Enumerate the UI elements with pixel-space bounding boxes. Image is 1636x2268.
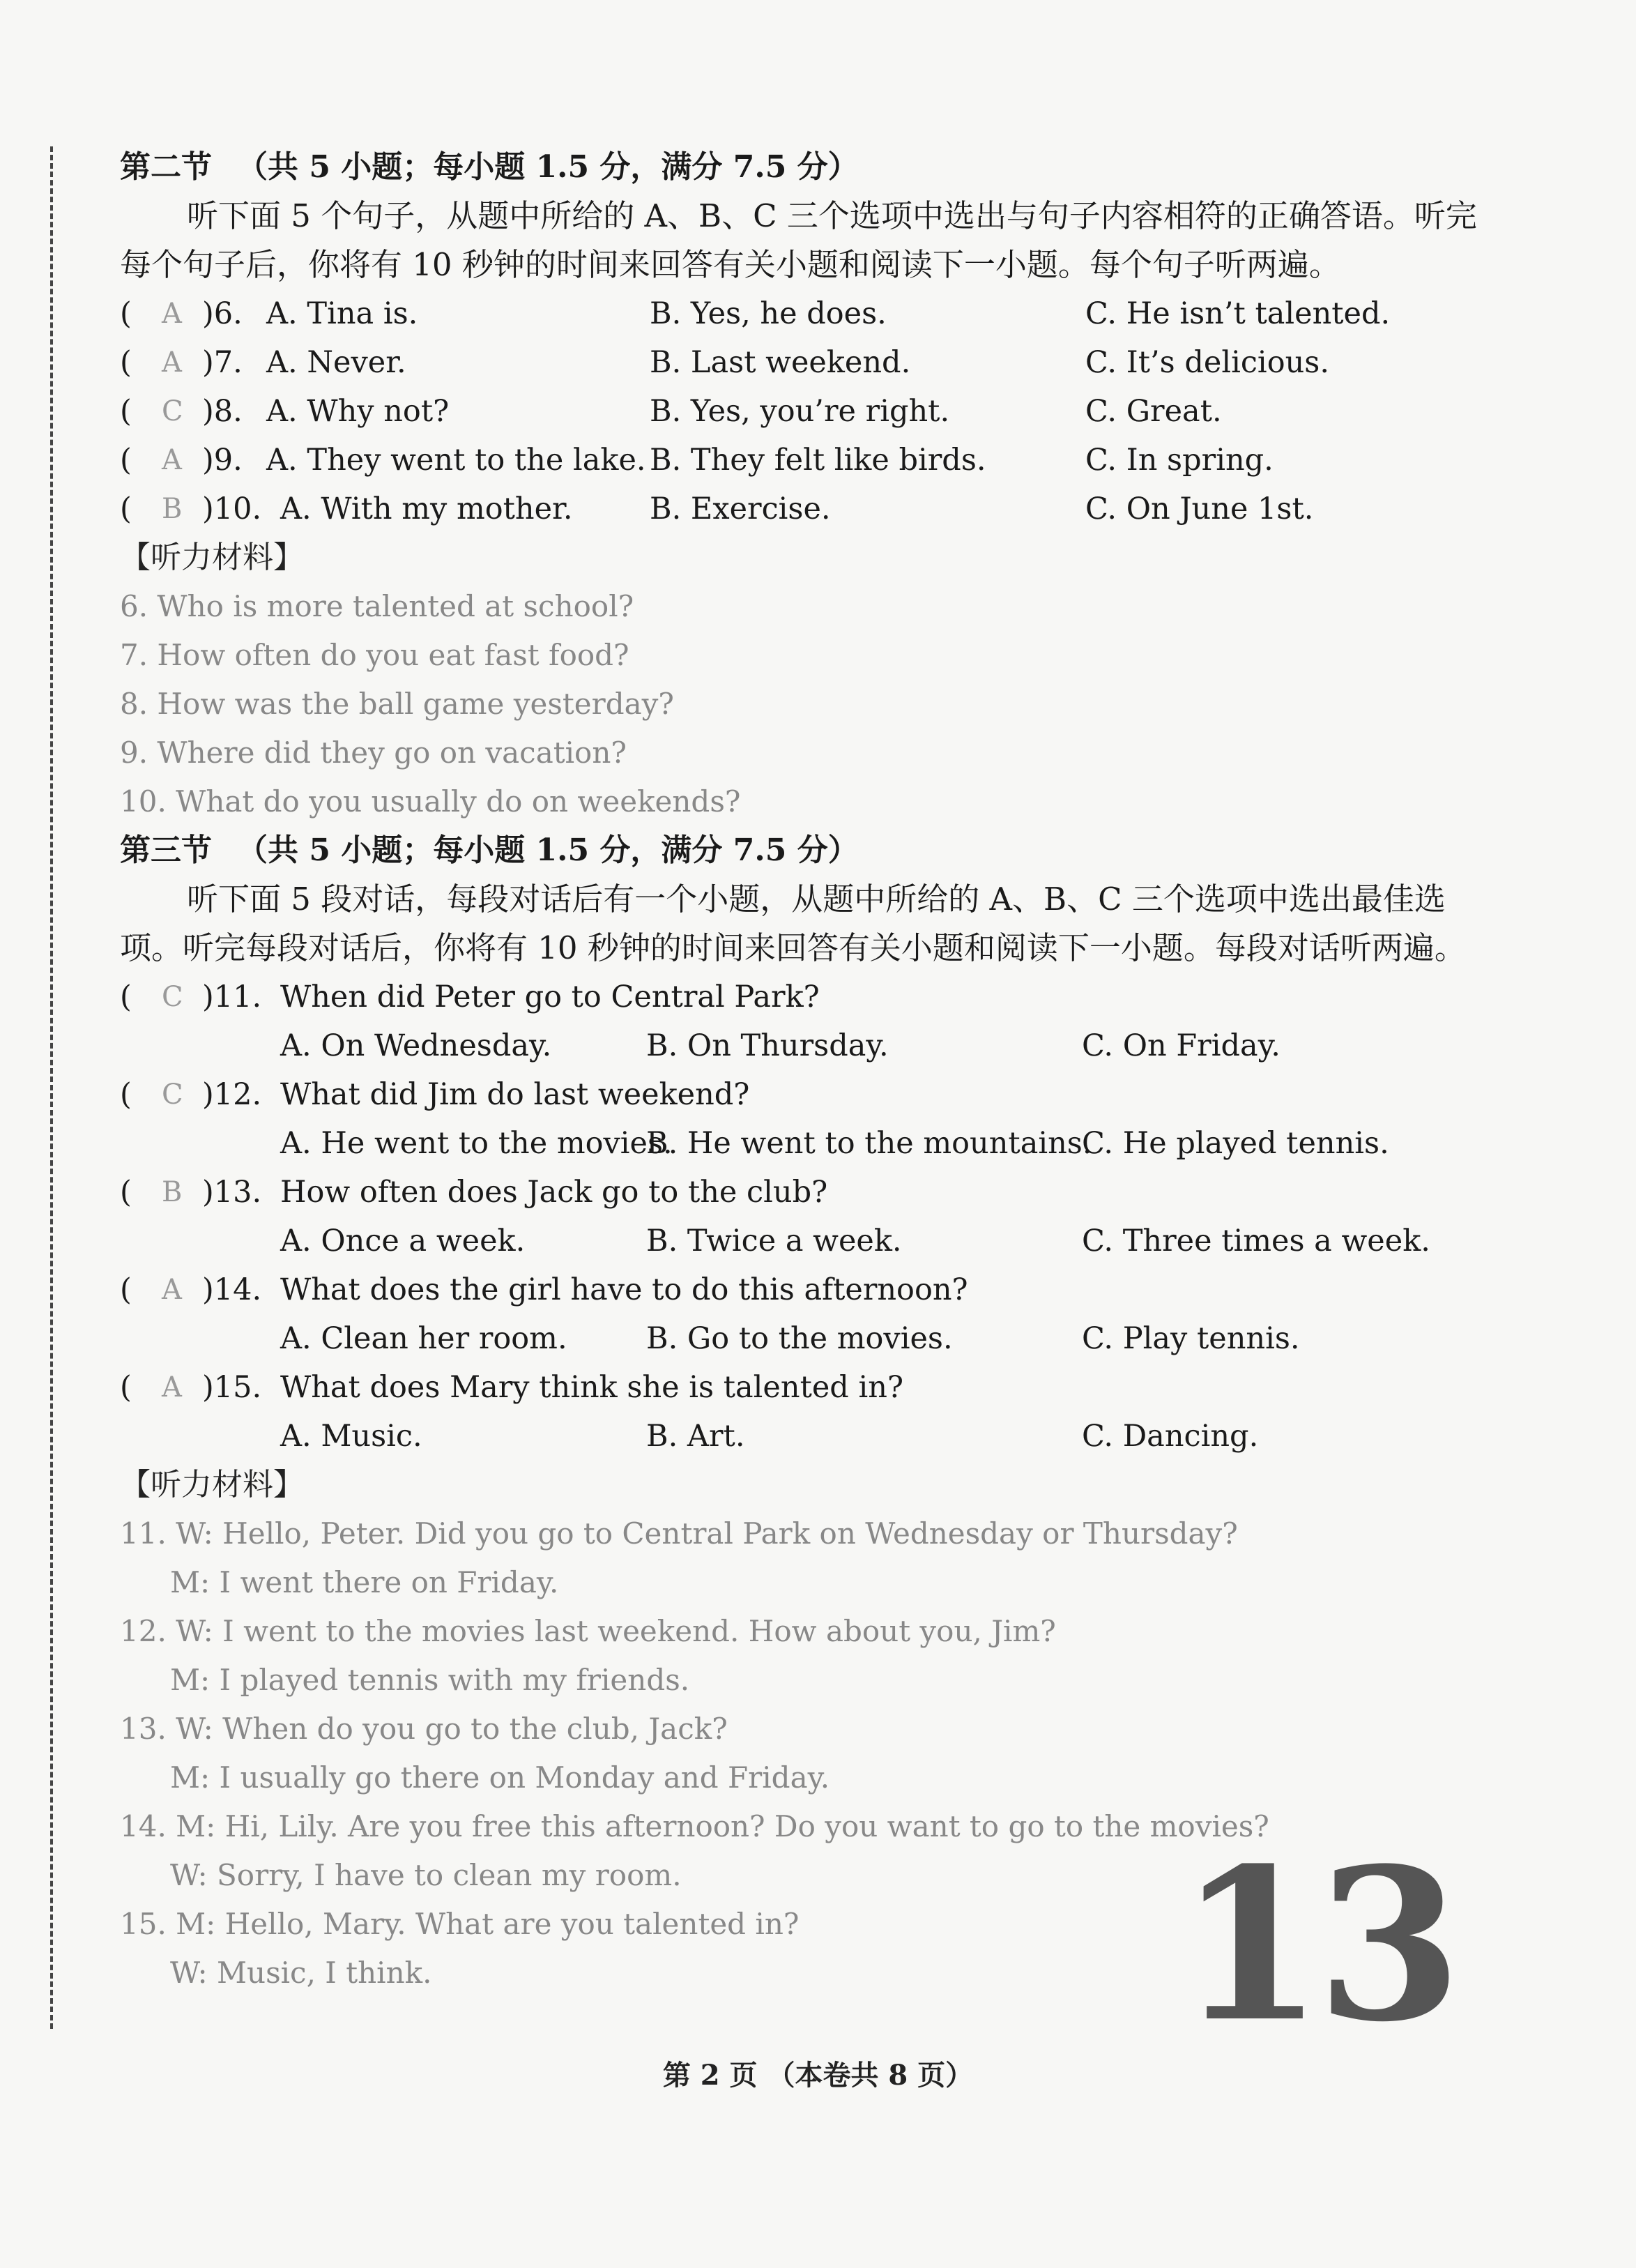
option-b: B. Art.	[646, 1419, 745, 1454]
section2-heading	[120, 143, 1486, 192]
answer-mark: A	[162, 444, 182, 476]
listening-material-title: 【听力材料】	[120, 540, 304, 575]
question-text: What does Mary think she is talented in?	[280, 1370, 903, 1405]
option-a: A. Never.	[266, 345, 406, 380]
option-c: C. Great.	[1085, 394, 1222, 429]
material-line: 6. Who is more talented at school?	[120, 589, 634, 623]
section2-detail: （共 5 小题；每小题 1.5 分，满分 7.5 分）	[237, 149, 859, 185]
material-line: 8. How was the ball game yesterday?	[120, 687, 674, 721]
dialogue-line: M: I usually go there on Monday and Friday.	[170, 1760, 830, 1795]
option-c: C. It’s delicious.	[1085, 345, 1330, 380]
option-a: A. With my mother.	[280, 492, 573, 526]
section3-instruction: 听下面 5 段对话，每段对话后有一个小题，从题中所给的 A、B、C 三个选项中选出最佳选项。听完每段对话后，你将有 10 秒钟的时间来回答有关小题和阅读下一小题。每段对话听两遍。	[120, 881, 1466, 966]
question-row: ( B )13. How often does Jack go to the club?	[120, 1168, 1486, 1217]
dialogue-line: 15. M: Hello, Mary. What are you talented in?	[120, 1907, 800, 1941]
option-b: B. He went to the mountains.	[646, 1126, 1092, 1161]
question-row: ( C )12. What did Jim do last weekend?	[120, 1070, 1486, 1119]
option-a: A. They went to the lake.	[266, 443, 646, 478]
dialogue-line: 13. W: When do you go to the club, Jack?	[120, 1712, 728, 1746]
question-row: ( A )7. A. Never. B. Last weekend. C. It’s delicious.	[120, 338, 1486, 387]
question-row: ( C )11. When did Peter go to Central Park?	[120, 973, 1486, 1021]
option-a: A. Music.	[280, 1419, 422, 1454]
answer-mark: A	[162, 298, 182, 330]
material-line: 10. What do you usually do on weekends?	[120, 784, 741, 819]
options-row	[120, 1412, 1486, 1461]
option-c: C. Dancing.	[1082, 1419, 1259, 1454]
dialogue-line: 11. W: Hello, Peter. Did you go to Central Park on Wednesday or Thursday?	[120, 1516, 1238, 1551]
answer-mark: A	[162, 347, 182, 379]
dialogue-line: M: I played tennis with my friends.	[170, 1663, 690, 1697]
question-row: ( A )9. A. They went to the lake. B. They felt like birds. C. In spring.	[120, 436, 1486, 485]
answer-mark: C	[162, 395, 183, 427]
option-b: B. Yes, he does.	[650, 296, 887, 331]
option-b: B. They felt like birds.	[650, 443, 986, 478]
option-a: A. Clean her room.	[280, 1321, 567, 1356]
page-footer: 第 2 页 （本卷共 8 页）	[662, 2059, 974, 2092]
dialogue-line: M: I went there on Friday.	[170, 1565, 559, 1599]
question-number: )12.	[202, 1077, 262, 1112]
options-row	[120, 1217, 1486, 1265]
option-c: C. In spring.	[1085, 443, 1274, 478]
options-row	[120, 1119, 1486, 1168]
content-area	[120, 143, 1486, 1997]
answer-mark: C	[162, 1079, 183, 1111]
options-row	[120, 1314, 1486, 1363]
option-a: A. Tina is.	[266, 296, 418, 331]
question-number: )10.	[202, 492, 262, 526]
option-b: B. On Thursday.	[646, 1028, 889, 1063]
option-c: C. He isn’t talented.	[1085, 296, 1391, 331]
question-text: When did Peter go to Central Park?	[280, 980, 820, 1014]
material-line: 9. Where did they go on vacation?	[120, 736, 627, 770]
dialogue-line: W: Sorry, I have to clean my room.	[170, 1858, 682, 1892]
option-b: B. Twice a week.	[646, 1224, 902, 1258]
section2-instruction: 听下面 5 个句子，从题中所给的 A、B、C 三个选项中选出与句子内容相符的正确答语。听完每个句子后，你将有 10 秒钟的时间来回答有关小题和阅读下一小题。每个句子听两遍。	[120, 197, 1477, 283]
answer-mark: B	[162, 1176, 183, 1208]
question-row: ( A )14. What does the girl have to do this afternoon?	[120, 1265, 1486, 1314]
section2-title: 第二节	[120, 149, 212, 185]
question-number: )14.	[202, 1272, 262, 1307]
answer-mark: C	[162, 981, 183, 1013]
question-number: )13.	[202, 1175, 262, 1210]
question-text: What does the girl have to do this afternoon?	[280, 1272, 968, 1307]
question-row: ( A )15. What does Mary think she is talented in?	[120, 1363, 1486, 1412]
binding-dashed-line	[50, 146, 53, 2029]
option-c: C. He played tennis.	[1082, 1126, 1389, 1161]
section3-heading	[120, 826, 1486, 875]
option-b: B. Exercise.	[650, 492, 831, 526]
answer-mark: A	[162, 1371, 182, 1403]
question-number: )9.	[202, 443, 243, 478]
question-text: What did Jim do last weekend?	[280, 1077, 750, 1112]
option-a: A. Why not?	[266, 394, 450, 429]
question-row: ( A )6. A. Tina is. B. Yes, he does. C. He isn’t talented.	[120, 289, 1486, 338]
option-b: B. Go to the movies.	[646, 1321, 953, 1356]
option-a: A. On Wednesday.	[280, 1028, 552, 1063]
question-number: )11.	[202, 980, 262, 1014]
section3-detail: （共 5 小题；每小题 1.5 分，满分 7.5 分）	[237, 832, 859, 868]
answer-mark: B	[162, 493, 183, 525]
question-row: ( C )8. A. Why not? B. Yes, you’re right. C. Great.	[120, 387, 1486, 436]
option-b: B. Last weekend.	[650, 345, 911, 380]
dialogue-line: 12. W: I went to the movies last weekend. How about you, Jim?	[120, 1614, 1056, 1648]
page-stamp-number: 13	[1178, 1822, 1455, 2068]
dialogue-line: W: Music, I think.	[170, 1956, 432, 1990]
listening-material-title: 【听力材料】	[120, 1467, 304, 1502]
question-number: )15.	[202, 1370, 262, 1405]
option-c: C. Play tennis.	[1082, 1321, 1300, 1356]
question-row: ( B )10. A. With my mother. B. Exercise. C. On June 1st.	[120, 485, 1486, 533]
question-text: How often does Jack go to the club?	[280, 1175, 828, 1210]
answer-mark: A	[162, 1274, 182, 1306]
material-line: 7. How often do you eat fast food?	[120, 638, 629, 672]
question-number: )8.	[202, 394, 243, 429]
option-c: C. On Friday.	[1082, 1028, 1280, 1063]
option-a: A. He went to the movies.	[280, 1126, 673, 1161]
option-a: A. Once a week.	[280, 1224, 526, 1258]
question-number: )7.	[202, 345, 243, 380]
options-row	[120, 1021, 1486, 1070]
option-c: C. Three times a week.	[1082, 1224, 1430, 1258]
dialogue-line: 14. M: Hi, Lily. Are you free this afternoon? Do you want to go to the movies?	[120, 1809, 1269, 1843]
option-b: B. Yes, you’re right.	[650, 394, 950, 429]
question-number: )6.	[202, 296, 243, 331]
option-c: C. On June 1st.	[1085, 492, 1314, 526]
section3-title: 第三节	[120, 832, 212, 868]
